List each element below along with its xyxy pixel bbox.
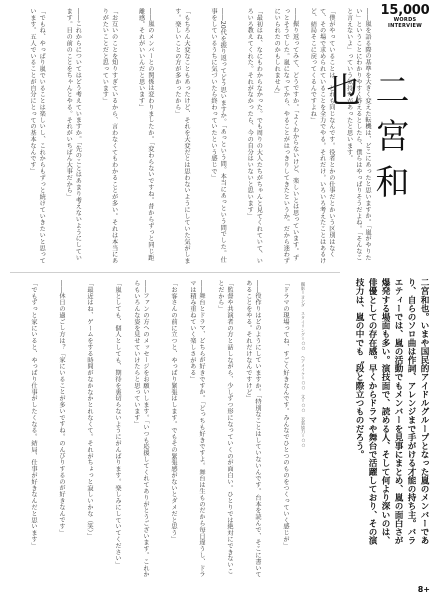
intro-lead: 二宮和也。いまや国民的アイドルグループとなった嵐のメンバーであり、自らのソロ曲は作詞、アレンジまで手がける才能の持ち主。バラエティーでは、嵐の活動でもメンバーを見事にまとめ、嵐の面白さが爆発する場面も多い。演技面で、読める人、そして何より深いのは、俳優としての存在感。早くからドラマや舞台で活躍しており、その演技力は、嵐の中でも〝段と際立つものだろう。 (354, 278, 429, 545)
article-column: 「僕がやっていることは、どれも同じなんです。役者とかの仕事だとかいう区別はなくて、その場で求められていることを全力でやる。それだけ。いろいろ考えたことはあるけど、結局そこに戻ってくるんですよね」 (309, 8, 335, 264)
page-number: 8+ (417, 585, 430, 594)
article-column: 「でもね、やっぱり嵐でいることは楽しいし、これからもずっと続けていきたいと思っています。五人でいることが自分にとっての基本なんです」 (29, 8, 46, 264)
article-column: 「でもずっと家にいると、やっぱり仕事がしたくなる。結局、仕事が好きなんだと思います」 (30, 280, 37, 549)
badge-line2: INTERVIEW (387, 23, 423, 29)
article-column: 「嵐としても、個人としても、期待を裏切らないようにがんばります。楽しみにしていてください」 (114, 280, 121, 568)
article-column: ――ファンの方へのメッセージをお願いします。「いつも応援してくれてありがとうございます。これからもいろんな姿を見せていけたらと思っています」 (132, 280, 149, 578)
article-column: ――舞台とドラマ、どちらが好きですか。「どっちも好きですよ。舞台は生ものだから毎日違うし、ドラマは積み重ねていく楽しさがある」 (188, 280, 205, 578)
article-column: ――振り返ってみて、どうですか。「よくわからないけど、楽しいとは思っています。ずっとそうでした。嵐になってから、やることがはっきりしてきたというか。だから迷わずにいられたのかもしれません」 (273, 8, 299, 264)
badge-number: 15,000 (380, 3, 430, 18)
article-column: 「監督や共演者の方と話しながら、少しずつ形になっていくのが面白い。ひとりでは絶対にできないことだから」 (216, 280, 233, 575)
article-column: ――20代を振り返ってどう思いますか。「あっという間。本当にあっという間でした。仕事をしているうちに気づいたら終わっていたという感じで」 (210, 8, 227, 263)
article-column: 「お互いのことを知りすぎているから、言わなくてもわかることが多い。それは本当にありがたいことだと思っています」 (101, 8, 118, 264)
article-column: 「最近はね、ゲームをする時間がなかなかとれなくて。それがちょっと寂しいかな（笑）」 (86, 280, 93, 540)
article-column: 「もちろん大変なこともあったけど、それを大変だとは思わないようにしていた気がします。楽しいことの方が多かったから」 (173, 8, 190, 264)
photo-credit: 撮影＝ヨシダ スタイリング＝○○ ヘアメイク＝○○ 文＝○○ 衣装協力＝○○ (301, 282, 306, 448)
article-column: 「ドラマの現場ってね、すごく好きなんです。みんなでひとつのものをつくっていく感じが」 (282, 280, 289, 549)
badge-line1: WORDS (393, 17, 417, 23)
article-column: ――嵐のメンバーとの関係は変わりましたか。「変わらないですね。昔からずっと同じ距離感。それがいいんだと思います」 (137, 8, 154, 261)
words-interview-badge (376, 4, 434, 29)
page-title: 二宮和也 (320, 72, 409, 210)
article-column: ――嵐を語る際の基準を大きく変えた転機は、どこにあったと思いますか。「嵐がやりたい」ということにわかりやすく答えるとしたら、僕らはやっぱりそうだよね。「そんなこと言えないよ」っていう気持ちがあったと思います。 (345, 8, 371, 261)
article-column: ――役作りはどのようにしていますか。「特別なことはしていないんです。台本を読んで、そこに書いてあることをやる。それだけなんですけど」 (244, 280, 261, 578)
article-column: ――休日の過ごし方は？「家にいることが多いですね。のんびりするのが好きなんです」 (58, 280, 65, 536)
article-column: 「最初はね、なにもわからなかった。でも周りの大人たちがちゃんと見てくれていて、いろいろ教えてくれた。それがなかったら、今の自分はいないと思います」 (246, 8, 263, 264)
section-divider (10, 272, 340, 273)
article-column: ――これからについてはどう考えていますか。「先のことはあまり考えないようにしています。目の前のことをちゃんとやる。それがいちばん大事だから」 (65, 8, 82, 261)
article-column: 「お客さんの前に立つと、やっぱり緊張はします。でもその緊張感がないとダメだと思う」 (170, 280, 177, 543)
